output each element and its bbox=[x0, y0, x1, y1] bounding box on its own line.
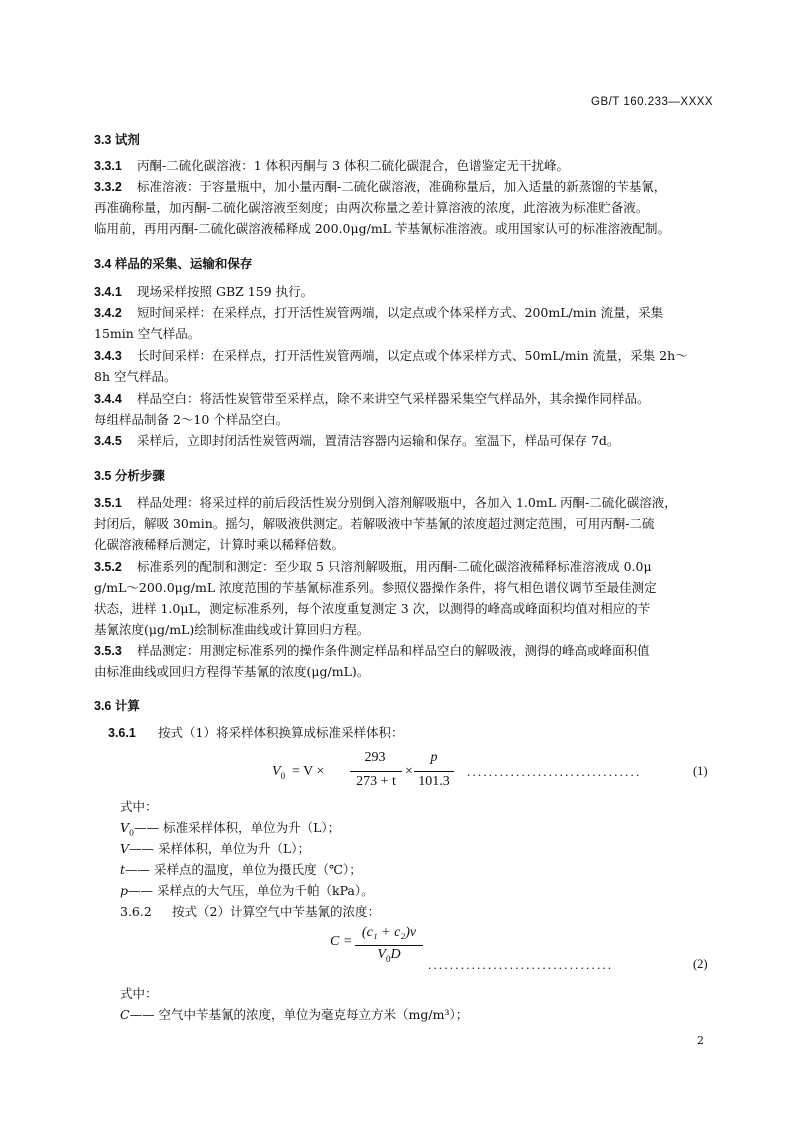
eq1-fraction-bar-2 bbox=[414, 771, 454, 772]
clause-3-4-5 bbox=[94, 430, 619, 452]
clause-3-5-3 bbox=[94, 640, 650, 662]
clause-3-4-2 bbox=[94, 302, 663, 324]
section-heading-3-3: 3.3 试剂 bbox=[94, 133, 140, 147]
clause-3-3-2 bbox=[94, 176, 666, 198]
eq1-fraction-bar-1 bbox=[350, 771, 402, 772]
standard-number: GB/T 160.233—XXXX bbox=[591, 96, 714, 108]
clause-3-6-2 bbox=[120, 902, 380, 920]
clause-text: 长时间采样：在采样点，打开活性炭管两端，以定点或个体采样方式、50mL/min 流量，采集 2h～ bbox=[137, 348, 688, 363]
eq1-times: × bbox=[405, 764, 413, 779]
eq2-number: (2) bbox=[693, 957, 708, 971]
clause-number: 3.3.1 bbox=[94, 159, 122, 173]
clause-number: 3.4.3 bbox=[94, 349, 122, 363]
eq1-leader-dots: ................................ bbox=[467, 764, 642, 779]
clause-3-5-2-line2: g/mL～200.0μg/mL 浓度范围的苄基氰标准系列。参照仪器操作条件，将气相色谱仪调节至最佳测定 bbox=[94, 580, 657, 595]
clause-3-5-1 bbox=[94, 492, 677, 514]
clause-3-4-3 bbox=[94, 345, 688, 367]
clause-text: 现场采样按照 GBZ 159 执行。 bbox=[137, 284, 314, 299]
clause-3-5-1-line3: 化碳溶液稀释后测定，计算时乘以稀释倍数。 bbox=[94, 537, 345, 552]
eq2-numerator: (c₁ + c₂)v bbox=[361, 925, 417, 940]
eq1-numerator-2: p bbox=[430, 750, 438, 765]
clause-text: 样品测定：用测定标准系列的操作条件测定样品和样品空白的解吸液，测得的峰高或峰面积值 bbox=[137, 643, 650, 658]
clause-number: 3.6.1 bbox=[108, 726, 136, 740]
clause-text: 标准系列的配制和测定：至少取 5 只溶剂解吸瓶，用丙酮-二硫化碳溶液稀释标准溶液成 0.0μ bbox=[137, 559, 652, 574]
clause-text: 采样后，立即封闭活性炭管两端，置清洁容器内运输和保存。室温下，样品可保存 7d。 bbox=[137, 433, 620, 448]
clause-3-5-3-line2: 由标准曲线或回归方程得苄基氰的浓度(μg/mL)。 bbox=[94, 664, 370, 679]
clause-number: 3.4.4 bbox=[94, 392, 122, 406]
section-heading-3-4: 3.4 样品的采集、运输和保存 bbox=[94, 257, 253, 271]
eq2-denominator: $V_0D$ bbox=[377, 947, 401, 964]
eq1-numerator-1: 293 bbox=[364, 750, 386, 765]
eq1-equals: = V × bbox=[292, 764, 325, 779]
clause-number: 3.5.2 bbox=[94, 560, 122, 574]
clause-3-4-1 bbox=[94, 281, 313, 303]
clause-text: 标准溶液：于容量瓶中，加小量丙酮-二硫化碳溶液，准确称量后，加入适量的新蒸馏的苄基氰， bbox=[137, 179, 667, 194]
page-number: 2 bbox=[697, 1034, 704, 1047]
clause-text: 样品处理：将采过样的前后段活性炭分别倒入溶剂解吸瓶中，各加入 1.0mL 丙酮-二硫化碳溶液， bbox=[137, 495, 677, 510]
clause-3-3-2-line3: 临用前，再用丙酮-二硫化碳溶液稀释成 200.0μg/mL 苄基氰标准溶液。或用国家认可的标准溶液配制。 bbox=[94, 221, 670, 236]
variable-v0: $V_0——$ 标准采样体积，单位为升（L）； bbox=[120, 820, 341, 838]
variable-c: C—— 空气中苄基氰的浓度，单位为毫克每立方米（mg/m³）； bbox=[120, 1007, 469, 1022]
variable-v: V—— 采样体积，单位为升（L）； bbox=[120, 841, 311, 856]
where-label-1: 式中： bbox=[120, 799, 158, 814]
clause-3-3-2-line2: 再准确称量，加丙酮-二硫化碳溶液至刻度；由两次称量之差计算溶液的浓度，此溶液为标准贮备液。 bbox=[94, 200, 649, 215]
clause-3-3-1 bbox=[94, 155, 569, 177]
where-label-2: 式中： bbox=[120, 986, 158, 1001]
clause-3-4-2-line2: 15min 空气样品。 bbox=[94, 326, 201, 341]
clause-number: 3.5.1 bbox=[94, 496, 122, 510]
clause-3-5-2-line3: 状态，进样 1.0μL，测定标准系列，每个浓度重复测定 3 次，以测得的峰高或峰面积均值对相应的苄 bbox=[94, 601, 651, 616]
clause-3-4-4 bbox=[94, 388, 650, 410]
variable-p: p—— 采样点的大气压，单位为千帕（kPa）。 bbox=[120, 883, 374, 898]
section-heading-3-6: 3.6 计算 bbox=[94, 699, 140, 713]
section-heading-3-5: 3.5 分析步骤 bbox=[94, 469, 165, 483]
clause-3-5-2-line4: 基氰浓度(μg/mL)绘制标准曲线或计算回归方程。 bbox=[94, 622, 370, 637]
clause-text: 样品空白：将活性炭管带至采样点，除不来讲空气采样器采集空气样品外，其余操作同样品。 bbox=[137, 391, 650, 406]
variable-t: t—— 采样点的温度，单位为摄氏度（℃）； bbox=[120, 862, 362, 877]
clause-number: 3.5.3 bbox=[94, 644, 122, 658]
clause-text: 按式（1）将采样体积换算成标准采样体积： bbox=[158, 725, 404, 740]
clause-number: 3.4.1 bbox=[94, 285, 122, 299]
clause-text: 短时间采样：在采样点，打开活性炭管两端，以定点或个体采样方式、200mL/min 流量，采集 bbox=[137, 305, 664, 320]
eq1-number: (1) bbox=[693, 764, 708, 778]
clause-number: 3.6.2 bbox=[120, 904, 152, 919]
clause-number: 3.4.2 bbox=[94, 306, 122, 320]
clause-3-5-2 bbox=[94, 556, 652, 578]
eq1-denominator-2: 101.3 bbox=[418, 774, 450, 789]
clause-3-4-4-line2: 每组样品制备 2～10 个样品空白。 bbox=[94, 412, 289, 427]
clause-text: 按式（2）计算空气中苄基氰的浓度： bbox=[172, 904, 380, 919]
eq1-lhs: $V_0$ bbox=[272, 764, 286, 781]
eq2-fraction-bar bbox=[355, 945, 423, 946]
clause-3-5-1-line2: 封闭后，解吸 30min。摇匀，解吸液供测定。若解吸液中苄基氰的浓度超过测定范围，可用丙酮-二硫 bbox=[94, 516, 655, 531]
eq2-lhs: C = bbox=[330, 934, 353, 949]
eq1-denominator-1: 273 + t bbox=[356, 774, 396, 789]
clause-text: 丙酮-二硫化碳溶液：1 体积丙酮与 3 体积二硫化碳混合，色谱鉴定无干扰峰。 bbox=[137, 158, 570, 173]
clause-3-4-3-line2: 8h 空气样品。 bbox=[94, 369, 177, 384]
eq2-leader-dots: .................................. bbox=[428, 957, 614, 972]
clause-number: 3.3.2 bbox=[94, 180, 122, 194]
clause-3-6-1 bbox=[108, 722, 403, 744]
clause-number: 3.4.5 bbox=[94, 434, 122, 448]
